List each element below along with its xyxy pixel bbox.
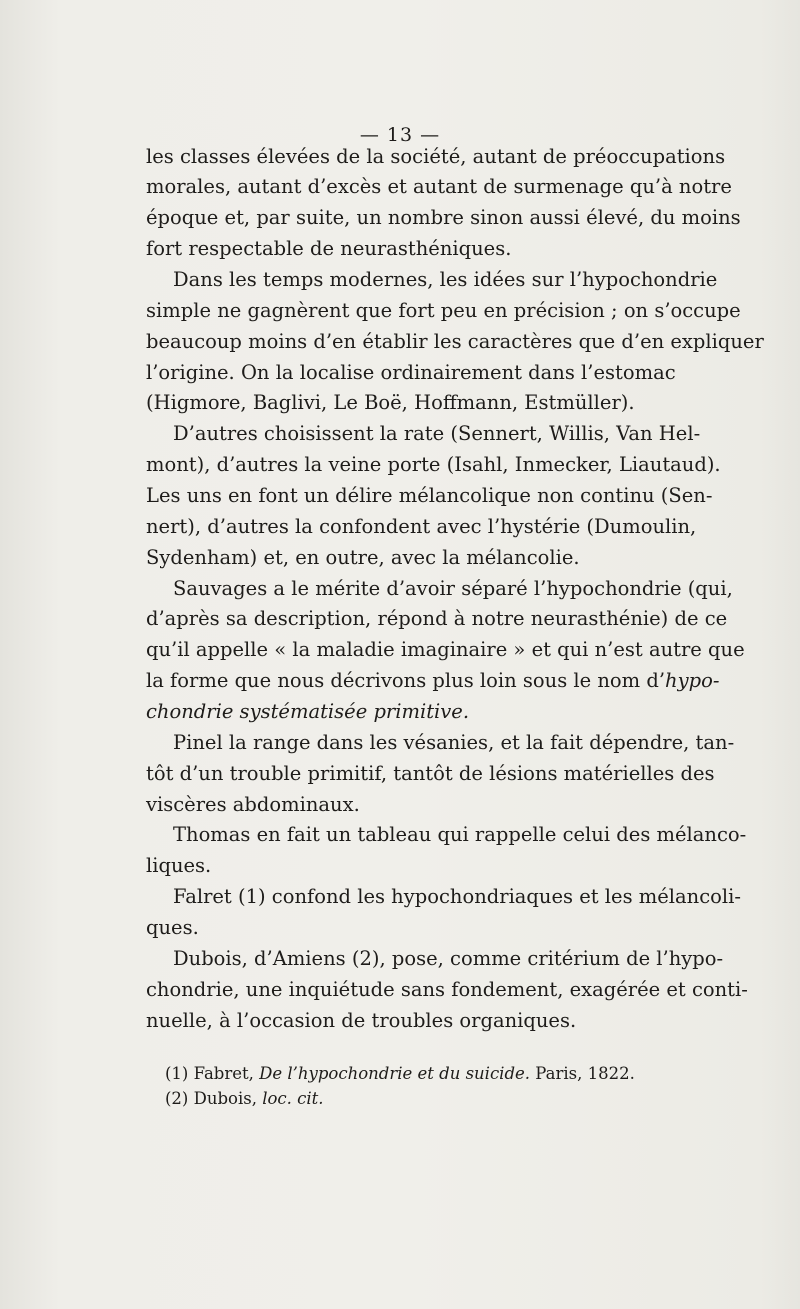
- footnote-ref: loc. cit.: [262, 1089, 324, 1108]
- paragraph-start: Pinel la range dans les vésanies, et la fait dépendre, tan-: [173, 731, 735, 754]
- text-line: beaucoup moins d’en établir les caractères que d’en expliquer: [146, 330, 764, 353]
- text-line: simple ne gagnèrent que fort peu en précision ; on s’occupe: [146, 299, 741, 322]
- text-line: tôt d’un trouble primitif, tantôt de lésions matérielles des: [146, 762, 715, 785]
- text-line: mont), d’autres la veine porte (Isahl, Inmecker, Liautaud).: [146, 453, 721, 476]
- footnote-2: [165, 1088, 324, 1110]
- footnote-1: [165, 1063, 635, 1085]
- paragraph-start: Dubois, d’Amiens (2), pose, comme critérium de l’hypo-: [173, 947, 724, 970]
- text-line: fort respectable de neurasthéniques.: [146, 237, 512, 260]
- text-segment: la forme que nous décrivons plus loin sous le nom d’: [146, 669, 666, 692]
- text-line: nuelle, à l’occasion de troubles organiques.: [146, 1009, 577, 1032]
- italic-term: hypo-: [665, 669, 720, 692]
- footnote-text: (1) Fabret,: [165, 1064, 260, 1083]
- italic-line: [146, 700, 632, 724]
- text-line: Sydenham) et, en outre, avec la mélancolie.: [146, 546, 580, 569]
- text-line: l’origine. On la localise ordinairement dans l’estomac: [146, 361, 676, 384]
- text-line: chondrie, une inquiétude sans fondement, exagérée et conti-: [146, 978, 748, 1001]
- footnote-text: Paris, 1822.: [530, 1064, 635, 1083]
- text-line: époque et, par suite, un nombre sinon aussi élevé, du moins: [146, 206, 741, 229]
- text-line: (Higmore, Baglivi, Le Boë, Hoffmann, Estmüller).: [146, 391, 635, 414]
- text-line: les classes élevées de la société, autant de préoccupations: [146, 145, 726, 168]
- text-line: morales, autant d’excès et autant de surmenage qu’à notre: [146, 175, 732, 198]
- paragraph-start: D’autres choisissent la rate (Sennert, Willis, Van Hel-: [173, 422, 701, 445]
- text-line: ques.: [146, 916, 199, 939]
- text-line: viscères abdominaux.: [146, 793, 360, 816]
- footnote-text: (2) Dubois,: [165, 1089, 263, 1108]
- italic-term: chondrie systématisée primitive.: [146, 700, 470, 723]
- footnote-title: De l’hypochondrie et du suicide.: [259, 1064, 531, 1083]
- text-line-with-italic: [146, 669, 720, 693]
- page-number: — 13 —: [359, 124, 441, 146]
- paragraph-start: Falret (1) confond les hypochondriaques et les mélancoli-: [173, 885, 741, 908]
- text-line: qu’il appelle « la maladie imaginaire » et qui n’est autre que: [146, 638, 745, 661]
- text-line: nert), d’autres la confondent avec l’hystérie (Dumoulin,: [146, 515, 697, 538]
- text-line: d’après sa description, répond à notre neurasthénie) de ce: [146, 607, 728, 630]
- paragraph-start: Thomas en fait un tableau qui rappelle celui des mélanco-: [173, 823, 747, 846]
- text-line: Les uns en font un délire mélancolique non continu (Sen-: [146, 484, 713, 507]
- paragraph-start: Sauvages a le mérite d’avoir séparé l’hypochondrie (qui,: [173, 577, 733, 600]
- text-line: liques.: [146, 854, 212, 877]
- paragraph-start: Dans les temps modernes, les idées sur l’hypochondrie: [173, 268, 718, 291]
